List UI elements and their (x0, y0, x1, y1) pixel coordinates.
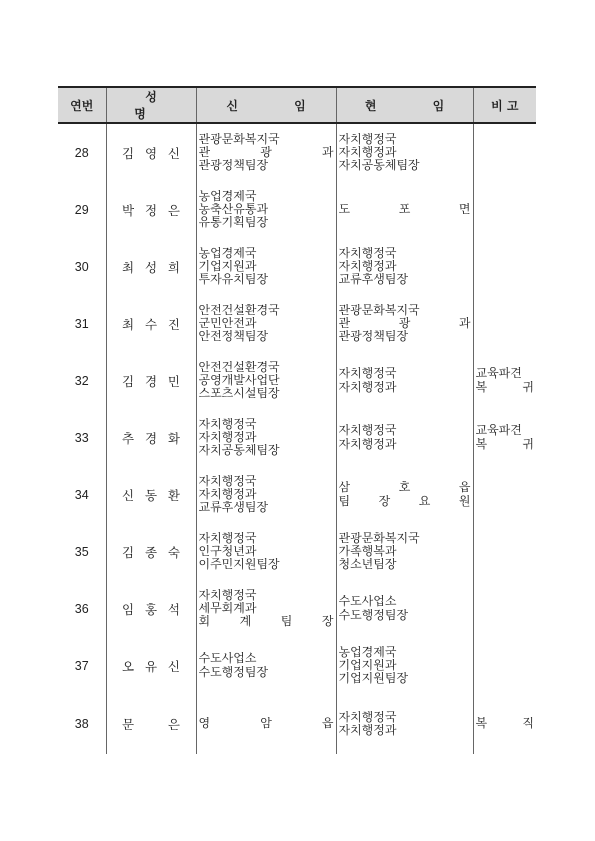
person-name-cell (106, 409, 196, 466)
person-name (122, 315, 180, 333)
current-post-line: 관광정책팀장 (338, 330, 409, 344)
header-no: 연번 (58, 87, 106, 123)
new-post-cell (196, 694, 336, 754)
note-cell (473, 295, 536, 352)
name-char: 숙 (167, 544, 180, 560)
personnel-table-container (58, 86, 536, 754)
name-char: 환 (167, 487, 180, 503)
note-line: 교육파견 (475, 424, 522, 438)
new-post-line: 관 광 과 (198, 145, 334, 159)
name-char: 영 (144, 145, 158, 161)
current-post-line: 자치행정국 (338, 246, 397, 260)
new-post-line: 수도사업소 (198, 652, 257, 666)
name-char: 신 (122, 487, 135, 503)
name-char: 정 (144, 202, 158, 218)
name-char: 신 (167, 658, 180, 674)
name-char: 신 (167, 145, 180, 161)
new-post-line: 관광문화복지국 (198, 132, 280, 146)
new-post-cell (196, 409, 336, 466)
name-char: 성 (144, 259, 158, 275)
table-row (58, 123, 536, 181)
current-post-cell (336, 637, 473, 694)
current-post-cell (336, 409, 473, 466)
name-char: 김 (122, 373, 135, 389)
new-post-line: 농축산유통과 (198, 202, 269, 216)
new-post-cell (196, 352, 336, 409)
name-char: 추 (122, 430, 135, 446)
person-name-cell (106, 466, 196, 523)
new-post-line: 세무회계과 (198, 601, 257, 615)
new-post-line: 자치행정과 (198, 487, 257, 501)
person-name-cell (106, 694, 196, 754)
header-note: 비 고 (473, 87, 536, 123)
note-line: 교육파견 (475, 367, 522, 381)
current-post-line: 수도행정팀장 (338, 608, 409, 622)
name-char: 유 (144, 658, 158, 674)
new-post-cell (196, 238, 336, 295)
current-post-line: 삼 호 읍 (338, 481, 471, 495)
name-char: 종 (144, 544, 158, 560)
table-row (58, 295, 536, 352)
person-name-cell (106, 580, 196, 637)
name-char: 희 (167, 259, 180, 275)
current-post-line: 관광문화복지국 (338, 531, 420, 545)
name-char: 김 (122, 544, 135, 560)
current-post-line: 청소년팀장 (338, 558, 397, 572)
name-char: 최 (122, 259, 135, 275)
current-post-line: 기업지원과 (338, 658, 397, 672)
new-post-cell (196, 637, 336, 694)
person-name (122, 543, 180, 561)
current-post-line: 교류후생팀장 (338, 273, 409, 287)
name-char: 임 (122, 601, 135, 617)
name-char: 최 (122, 316, 135, 332)
current-post-line: 자치행정국 (338, 710, 397, 724)
note-cell (473, 238, 536, 295)
table-row (58, 580, 536, 637)
note-cell (473, 181, 536, 238)
current-post-line: 농업경제국 (338, 645, 397, 659)
header-row (58, 87, 536, 123)
current-post-cell (336, 295, 473, 352)
person-name (122, 429, 180, 447)
new-post-line: 스포츠시설팀장 (198, 387, 280, 401)
new-post-line: 안전건설환경국 (198, 360, 280, 374)
new-post-line: 기업지원과 (198, 259, 257, 273)
row-number: 37 (58, 637, 106, 694)
current-post-line: 자치공동체팀장 (338, 159, 420, 173)
new-post-cell (196, 466, 336, 523)
person-name (122, 486, 180, 504)
row-number: 31 (58, 295, 106, 352)
note-line: 복 귀 (475, 437, 534, 451)
note-line: 복 직 (475, 717, 534, 731)
header-new-post: 신 임 (196, 87, 336, 123)
row-number: 30 (58, 238, 106, 295)
row-number: 33 (58, 409, 106, 466)
new-post-cell (196, 181, 336, 238)
new-post-line: 농업경제국 (198, 246, 257, 260)
current-post-line: 자치행정과 (338, 145, 397, 159)
note-cell (473, 637, 536, 694)
person-name-cell (106, 123, 196, 181)
name-char: 수 (144, 316, 158, 332)
current-post-cell (336, 352, 473, 409)
current-post-line: 자치행정국 (338, 367, 397, 381)
person-name (122, 600, 180, 618)
name-char: 문 (122, 717, 135, 732)
new-post-line: 자치행정국 (198, 417, 257, 431)
note-cell (473, 409, 536, 466)
current-post-cell (336, 694, 473, 754)
current-post-line: 자치행정과 (338, 437, 397, 451)
note-cell (473, 523, 536, 580)
note-cell (473, 580, 536, 637)
new-post-line: 투자유치팀장 (198, 273, 269, 287)
current-post-line: 관 광 과 (338, 316, 471, 330)
new-post-line: 자치행정국 (198, 531, 257, 545)
current-post-line: 자치행정국 (338, 424, 397, 438)
current-post-line: 수도사업소 (338, 595, 397, 609)
new-post-line: 안전건설환경국 (198, 303, 280, 317)
current-post-cell (336, 580, 473, 637)
current-post-line: 자치행정과 (338, 724, 397, 737)
new-post-line: 영 암 읍 (198, 717, 334, 731)
row-number: 34 (58, 466, 106, 523)
person-name (122, 657, 180, 675)
name-char: 진 (167, 316, 180, 332)
current-post-line: 자치행정과 (338, 380, 397, 394)
note-line: 복 귀 (475, 380, 534, 394)
current-post-cell (336, 123, 473, 181)
person-name-cell (106, 181, 196, 238)
person-name-cell (106, 637, 196, 694)
new-post-line: 이주민지원팀장 (198, 558, 280, 572)
person-name (122, 372, 180, 390)
table-row (58, 637, 536, 694)
name-char: 동 (144, 487, 158, 503)
current-post-line: 팀 장 요 원 (338, 494, 471, 508)
note-cell (473, 123, 536, 181)
person-name-cell (106, 523, 196, 580)
table-row (58, 181, 536, 238)
new-post-line: 수도행정팀장 (198, 665, 269, 679)
note-cell (473, 352, 536, 409)
row-number: 28 (58, 123, 106, 181)
row-number: 36 (58, 580, 106, 637)
name-char: 석 (167, 601, 180, 617)
table-row (58, 523, 536, 580)
new-post-line: 유통기획팀장 (198, 216, 269, 230)
current-post-line: 자치행정국 (338, 132, 397, 146)
name-char: 김 (122, 145, 135, 161)
person-name (122, 715, 180, 733)
person-name (122, 201, 180, 219)
person-name-cell (106, 238, 196, 295)
name-char: 화 (167, 430, 180, 446)
new-post-line: 회 계 팀 장 (198, 615, 334, 629)
name-char: 은 (167, 717, 180, 732)
new-post-line: 안전정책팀장 (198, 330, 269, 344)
person-name (122, 258, 180, 276)
row-number: 35 (58, 523, 106, 580)
new-post-cell (196, 523, 336, 580)
current-post-line: 가족행복과 (338, 544, 397, 558)
current-post-line: 관광문화복지국 (338, 303, 420, 317)
current-post-cell (336, 466, 473, 523)
header-name: 성 명 (106, 87, 196, 123)
current-post-line: 자치행정과 (338, 259, 397, 273)
name-char: 오 (122, 658, 135, 674)
new-post-cell (196, 123, 336, 181)
new-post-line: 인구청년과 (198, 544, 257, 558)
person-name-cell (106, 352, 196, 409)
person-name (122, 144, 180, 162)
row-number: 38 (58, 694, 106, 754)
new-post-cell (196, 295, 336, 352)
new-post-line: 자치행정과 (198, 430, 257, 444)
name-char: 은 (167, 202, 180, 218)
name-char: 홍 (144, 601, 158, 617)
new-post-line: 농업경제국 (198, 189, 257, 203)
table-row (58, 694, 536, 754)
table-row (58, 352, 536, 409)
note-cell (473, 466, 536, 523)
new-post-cell (196, 580, 336, 637)
new-post-line: 공영개발사업단 (198, 373, 280, 387)
row-number: 32 (58, 352, 106, 409)
table-row (58, 409, 536, 466)
header-current-post: 현 임 (336, 87, 473, 123)
note-cell (473, 694, 536, 754)
person-name-cell (106, 295, 196, 352)
name-char: 민 (167, 373, 180, 389)
current-post-cell (336, 181, 473, 238)
table-row (58, 238, 536, 295)
new-post-line: 자치공동체팀장 (198, 444, 280, 458)
table-row (58, 466, 536, 523)
row-number: 29 (58, 181, 106, 238)
new-post-line: 자치행정국 (198, 474, 257, 488)
current-post-cell (336, 238, 473, 295)
name-char: 경 (144, 373, 158, 389)
personnel-table (58, 86, 536, 754)
current-post-line: 기업지원팀장 (338, 672, 409, 686)
current-post-line: 도 포 면 (338, 202, 471, 216)
new-post-line: 교류후생팀장 (198, 501, 269, 515)
current-post-cell (336, 523, 473, 580)
name-char: 박 (122, 202, 135, 218)
name-char: 경 (144, 430, 158, 446)
new-post-line: 군민안전과 (198, 316, 257, 330)
new-post-line: 관광정책팀장 (198, 159, 269, 173)
new-post-line: 자치행정국 (198, 588, 257, 602)
